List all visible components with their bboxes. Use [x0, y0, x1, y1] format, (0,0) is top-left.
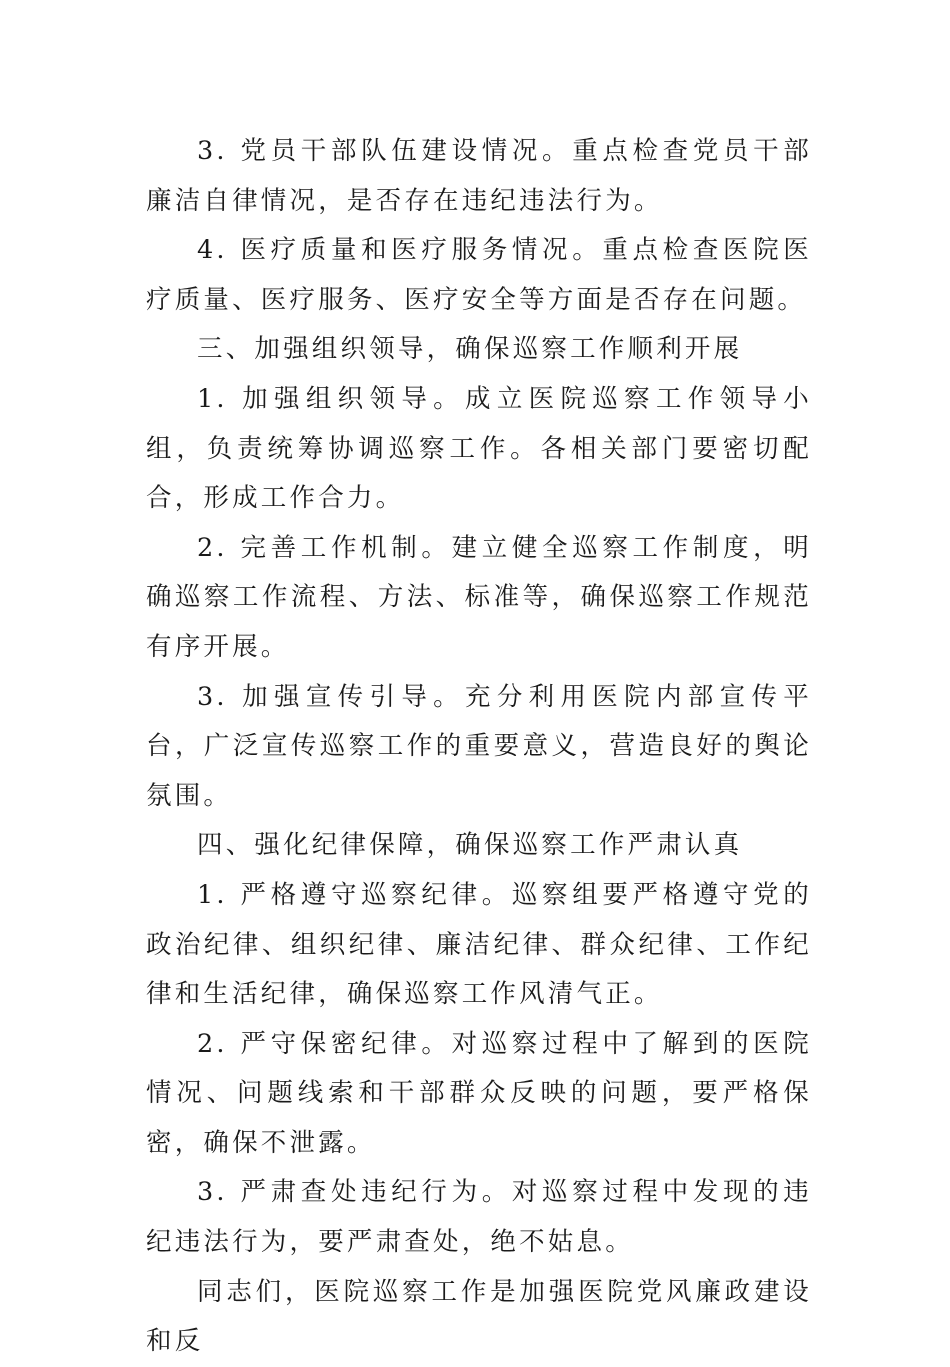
- paragraph-item-3-violations: 3. 严肃查处违纪行为。对巡察过程中发现的违纪违法行为，要严肃查处，绝不姑息。: [146, 1177, 812, 1258]
- paragraph-item-2-confidentiality: 2. 严守保密纪律。对巡察过程中了解到的医院情况、问题线索和干部群众反映的问题，要严格保密，确保不泄露。: [146, 1028, 812, 1158]
- paragraph-item-3-publicity: 3. 加强宣传引导。充分利用医院内部宣传平台，广泛宣传巡察工作的重要意义，营造良好的舆论氛围。: [146, 681, 812, 811]
- paragraph-item-3-cadre-team: 3. 党员干部队伍建设情况。重点检查党员干部廉洁自律情况，是否存在违纪违法行为。: [146, 136, 812, 216]
- paragraph-item-4-medical-quality: 4. 医疗质量和医疗服务情况。重点检查医院医疗质量、医疗服务、医疗安全等方面是否存在问题。: [146, 235, 812, 315]
- paragraph-item-2-mechanism: 2. 完善工作机制。建立健全巡察工作制度，明确巡察工作流程、方法、标准等，确保巡察工作规范有序开展。: [146, 532, 812, 662]
- paragraph-item-1-organization: 1. 加强组织领导。成立医院巡察工作领导小组，负责统筹协调巡察工作。各相关部门要密切配合，形成工作合力。: [146, 383, 812, 514]
- paragraph-closing: 同志们，医院巡察工作是加强医院党风廉政建设和反: [146, 1276, 812, 1357]
- section-heading-3: 三、加强组织领导，确保巡察工作顺利开展: [197, 334, 743, 365]
- paragraph-item-1-discipline: 1. 严格遵守巡察纪律。巡察组要严格遵守党的政治纪律、组织纪律、廉洁纪律、群众纪律、工作纪律和生活纪律，确保巡察工作风清气正。: [146, 879, 812, 1010]
- document-body: [146, 127, 812, 1367]
- section-heading-4: 四、强化纪律保障，确保巡察工作严肃认真: [197, 830, 743, 861]
